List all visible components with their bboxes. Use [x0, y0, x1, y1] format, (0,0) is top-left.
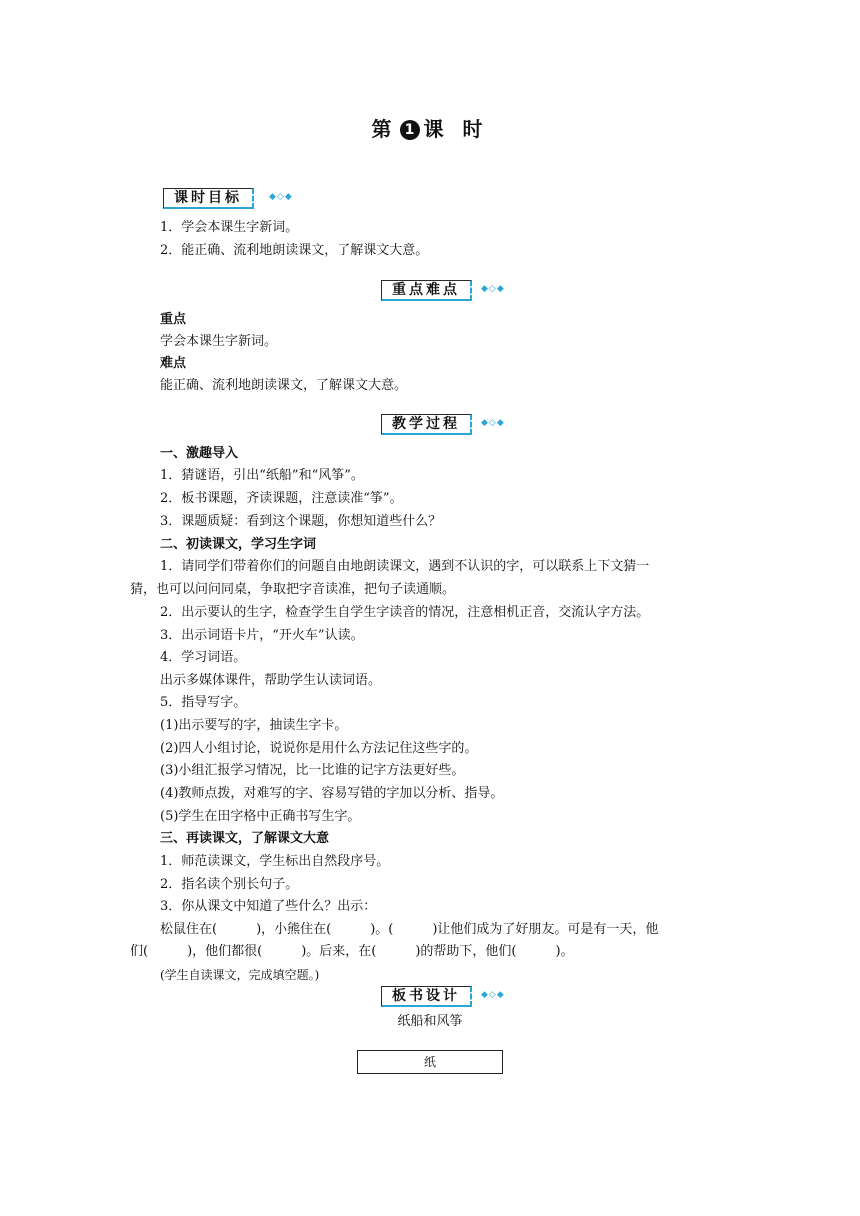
process-heading: 三、再读课文，了解课文大意: [160, 831, 330, 846]
process-subitem: (5)学生在田字格中正确书写生字。: [160, 809, 361, 824]
badge-dots-icon: ◆◇◆: [481, 284, 505, 294]
process-subitem: (3)小组汇报学习情况，比一比谁的记字方法更好些。: [160, 763, 465, 778]
badge-dots-icon: ◆◇◆: [481, 418, 505, 428]
process-item: 4．学习词语。: [160, 650, 247, 665]
process-subitem: (1)出示要写的字，抽读生字卡。: [160, 718, 348, 733]
goal-item: 2．能正确、流利地朗读课文，了解课文大意。: [160, 243, 429, 258]
process-heading: 一、激趣导入: [160, 446, 239, 461]
process-subitem: (4)教师点拨，对难写的字、容易写错的字加以分析、指导。: [160, 786, 504, 801]
page-title: [0, 113, 860, 142]
board-cell: 纸: [357, 1050, 503, 1074]
process-item-continued: 猜，也可以问问同桌，争取把字音读准，把句子读通顺。: [130, 582, 456, 597]
process-item: 1．请同学们带着你们的问题自由地朗读课文，遇到不认识的字，可以联系上下文猜一: [160, 559, 650, 574]
title-prefix: 第: [371, 117, 398, 141]
title-suffix: 课 时: [423, 117, 489, 141]
key-label: 重点: [160, 312, 187, 327]
process-item: 2．板书课题，齐读课题，注意读准“筝”。: [160, 491, 403, 506]
process-item: 2．指名读个别长句子。: [160, 877, 299, 892]
lesson-number-badge: 1: [400, 120, 420, 140]
key-text: 学会本课生字新词。: [160, 334, 278, 349]
goal-item: 1．学会本课生字新词。: [160, 220, 299, 235]
process-heading: 二、初读课文，学习生字词: [160, 537, 317, 552]
fill-blank-text: 松鼠住在( )，小熊住在( )。( )让他们成为了好朋友。可是有一天，他: [160, 922, 659, 937]
difficulty-text: 能正确、流利地朗读课文，了解课文大意。: [160, 378, 408, 393]
badge-dots-icon: ◆◇◆: [269, 192, 293, 202]
badge-dots-icon: ◆◇◆: [481, 990, 505, 1000]
process-item: 3．课题质疑：看到这个课题，你想知道些什么？: [160, 514, 442, 529]
process-item: 3．出示词语卡片，“开火车”认读。: [160, 628, 364, 643]
process-note: (学生自读课文，完成填空题。): [160, 968, 320, 982]
process-item: 1．猜谜语，引出“纸船”和“风筝”。: [160, 468, 364, 483]
process-item: 2．出示要认的生字，检查学生自学生字读音的情况，注意相机正音，交流认字方法。: [160, 605, 650, 620]
fill-blank-text-continued: 们( )，他们都很( )。后来，在( )的帮助下，他们( )。: [130, 944, 574, 959]
process-subitem: (2)四人小组讨论，说说你是用什么方法记住这些字的。: [160, 741, 478, 756]
document-page: 第 1 课 时 课时目标 ◆◇◆ 1．学会本课生字新词。 2．能正确、流利地朗读课文，了解课文大意。 重点难点 ◆◇◆ 重点 学会本课生字新词。 难点 能正确、流利地朗读课文，了解课文大意。 教学过程 ◆◇◆ 一、激趣导入 1．猜谜语，引出“纸船”和“风筝”。 2．板书课题，齐读课题，注意读准“筝”。 3．课题质疑：看到这个课题，你想知道些什么？ 二、初读课文，学习生字词 1．请同学们带着你们的问题自由地朗读课文，遇到不认识的字，可以联系上下文猜一 猜，也可以问问同桌，争取把字音读准，把句子读通顺。 2．出示要认的生字，检查学生自学生字读音的情况，注意相机正音，交流认字方法。 3．出示词语卡片，“开火车”认读。 4．学习词语。 出示多媒体课件，帮助学生认读词语。 5．指导写字。 (1)出示要写的字，抽读生字卡。 (2)四人小组讨论，说说你是用什么方法记住这些字的。 (3)小组汇报学习情况，比一比谁的记字方法更好些。 (4)教师点拨，对难写的字、容易写错的字加以分析、指导。 (5)学生在田字格中正确书写生字。 三、再读课文，了解课文大意 1．师范读课文，学生标出自然段序号。 2．指名读个别长句子。 3．你从课文中知道了些什么？出示： 松鼠住在( )，小熊住在( )。( )让他们成为了好朋友。可是有一天，他 们( )，他们都很( )。后来，在( )的帮助下，他们( )。 (学生自读课文，完成填空题。) 板书设计 ◆◇◆ 纸船和风筝 纸: [0, 0, 860, 1216]
process-item: 1．师范读课文，学生标出自然段序号。: [160, 854, 390, 869]
process-item: 出示多媒体课件，帮助学生认读词语。: [160, 673, 382, 688]
process-item: 5．指导写字。: [160, 695, 247, 710]
board-title: 纸船和风筝: [397, 1014, 463, 1029]
process-item: 3．你从课文中知道了些什么？出示：: [160, 899, 377, 914]
difficulty-label: 难点: [160, 356, 187, 371]
